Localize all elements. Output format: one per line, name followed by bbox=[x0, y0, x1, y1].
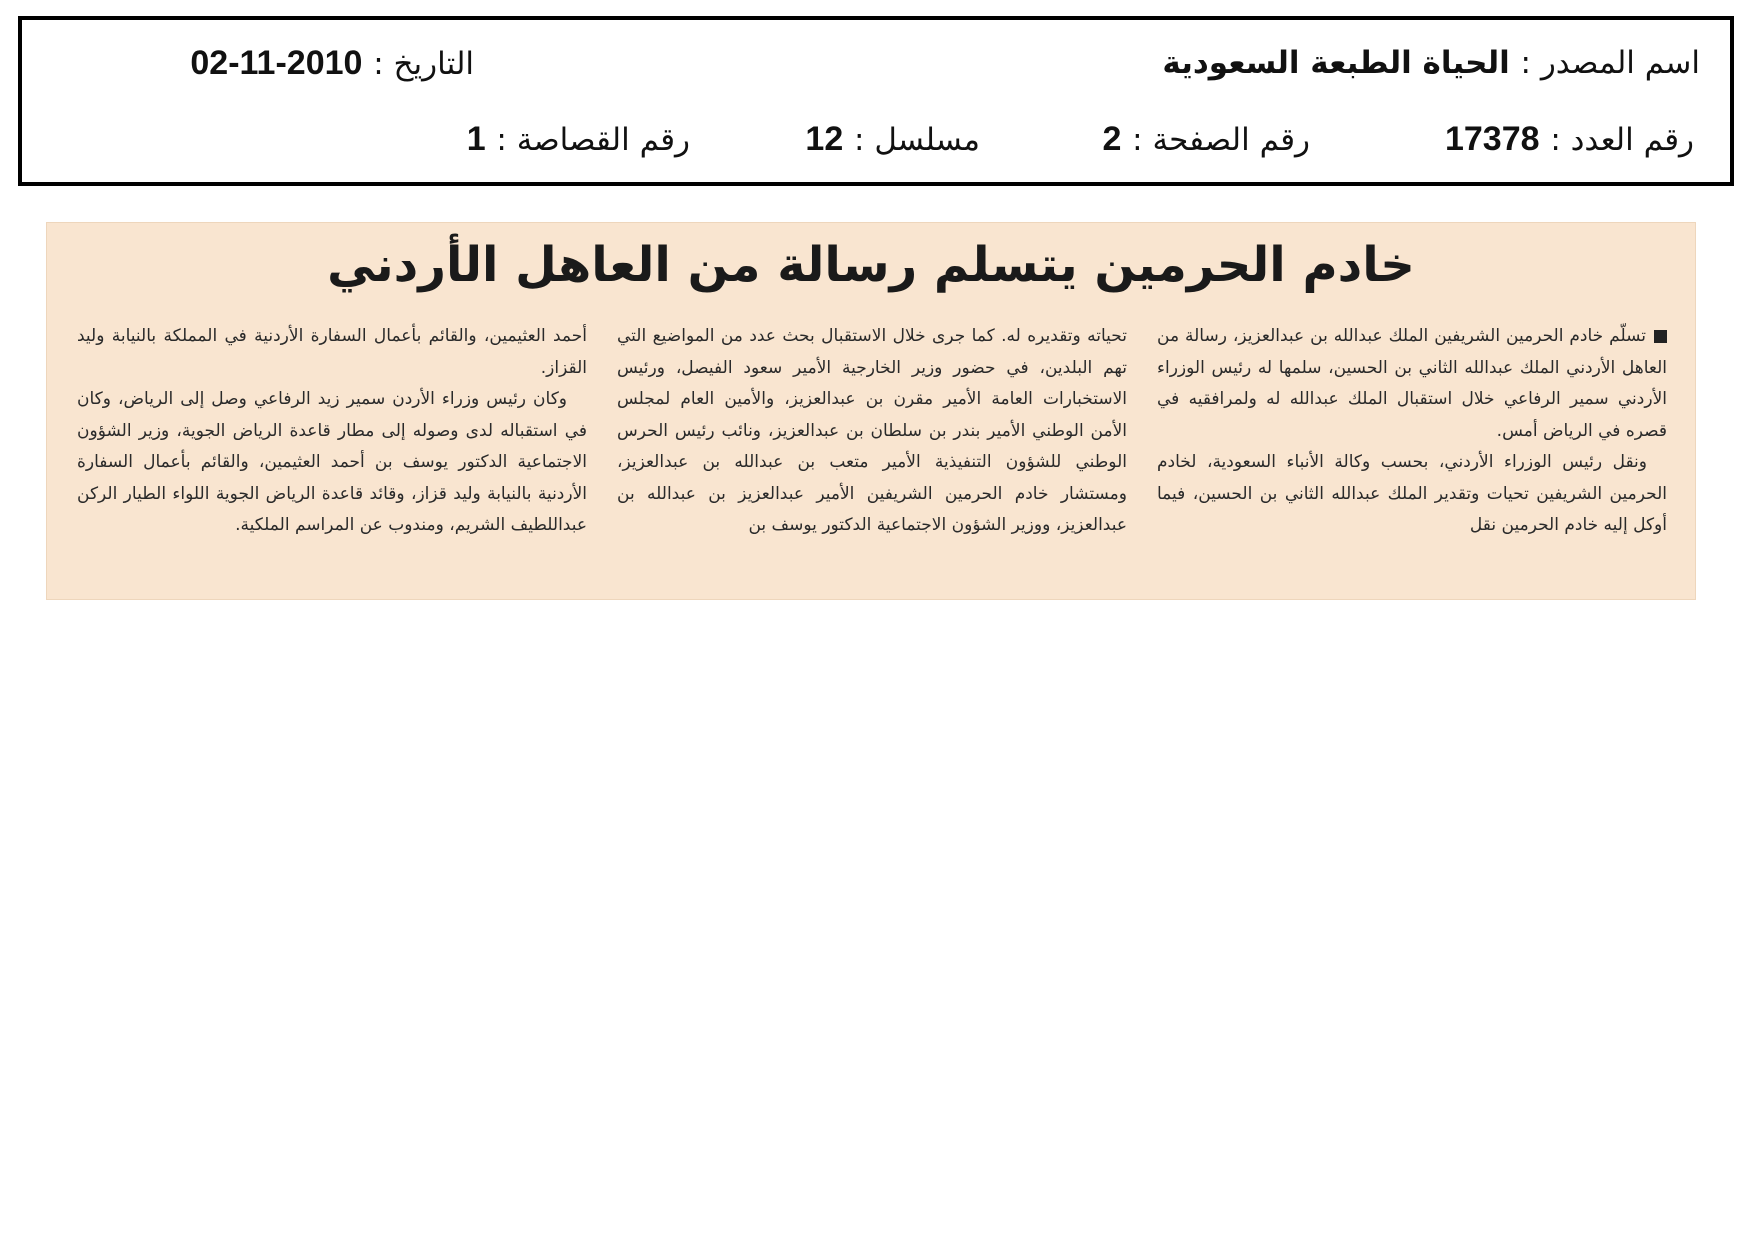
article-column-3 bbox=[77, 321, 587, 542]
newspaper-article bbox=[46, 222, 1696, 600]
paragraph: تحياته وتقديره له. كما جرى خلال الاستقبال بحث عدد من المواضيع التي تهم البلدين، في حضور وزير الخارجية الأمير سعود الفيصل، ورئيس الاستخبارات العامة الأمير مقرن بن عبدالعزيز، والأمين العام لمجلس الأمن الوطني الأمير بندر بن سلطان بن عبدالعزيز، ونائب رئيس الحرس الوطني للشؤون التنفيذية الأمير متعب بن عبدالله بن عبدالعزيز، ومستشار خادم الحرمين الشريفين الأمير عبدالعزيز بن عبدالله بن عبدالعزيز، ووزير الشؤون الاجتماعية الدكتور يوسف بن bbox=[617, 326, 1127, 535]
issue-value: 17378 bbox=[1444, 120, 1540, 158]
square-bullet-icon bbox=[1654, 330, 1667, 343]
paragraph: أحمد العثيمين، والقائم بأعمال السفارة الأردنية في المملكة بالنيابة وليد القزاز. bbox=[77, 326, 587, 378]
clipping-number-label: رقم القصاصة : bbox=[496, 122, 690, 158]
date-value: 2010-11-02 bbox=[190, 44, 363, 82]
article-column-2 bbox=[617, 321, 1127, 542]
page-field bbox=[1102, 120, 1310, 159]
page-value: 2 bbox=[1102, 120, 1122, 158]
serial-label: مسلسل : bbox=[854, 122, 980, 158]
date-label: التاريخ : bbox=[373, 46, 474, 82]
source-field bbox=[1162, 44, 1700, 82]
article-headline: خادم الحرمين يتسلم رسالة من العاهل الأردني bbox=[327, 237, 1415, 293]
clipping-number-value: 1 bbox=[466, 120, 486, 158]
paragraph-text: تسلّم خادم الحرمين الشريفين الملك عبدالله بن عبدالعزيز، رسالة من العاهل الأردني الملك عبدالله الثاني بن الحسين، سلمها له رئيس الوزراء الأردني سمير الرفاعي خلال استقبال الملك عبدالله له ولمرافقيه في قصره في الرياض أمس. bbox=[1157, 326, 1667, 441]
serial-value: 12 bbox=[805, 120, 844, 158]
paragraph: ونقل رئيس الوزراء الأردني، بحسب وكالة الأنباء السعودية، لخادم الحرمين الشريفين تحيات وتقدير الملك عبدالله الثاني بن الحسين، فيما أوكل إليه خادم الحرمين نقل bbox=[1157, 452, 1667, 535]
paragraph: وكان رئيس وزراء الأردن سمير زيد الرفاعي وصل إلى الرياض، وكان في استقباله لدى وصوله إلى مطار قاعدة الرياض الجوية، وزير الشؤون الاجتماعية الدكتور يوسف بن أحمد العثيمين، والقائم بأعمال السفارة الأردنية بالنيابة وليد قزاز، وقائد قاعدة الرياض الجوية اللواء الطيار الركن عبداللطيف الشريم، ومندوب عن المراسم الملكية. bbox=[77, 389, 587, 535]
page-label: رقم الصفحة : bbox=[1132, 122, 1310, 158]
clipping-number-field bbox=[467, 120, 690, 159]
source-label: اسم المصدر : bbox=[1520, 45, 1700, 81]
serial-field bbox=[805, 120, 980, 159]
issue-field bbox=[1445, 120, 1694, 159]
article-column-1 bbox=[1157, 321, 1667, 542]
issue-label: رقم العدد : bbox=[1550, 122, 1694, 158]
clipping-header bbox=[18, 16, 1734, 186]
paragraph bbox=[1157, 321, 1667, 447]
source-value: الحياة الطبعة السعودية bbox=[1162, 45, 1510, 81]
date-field bbox=[190, 44, 474, 83]
